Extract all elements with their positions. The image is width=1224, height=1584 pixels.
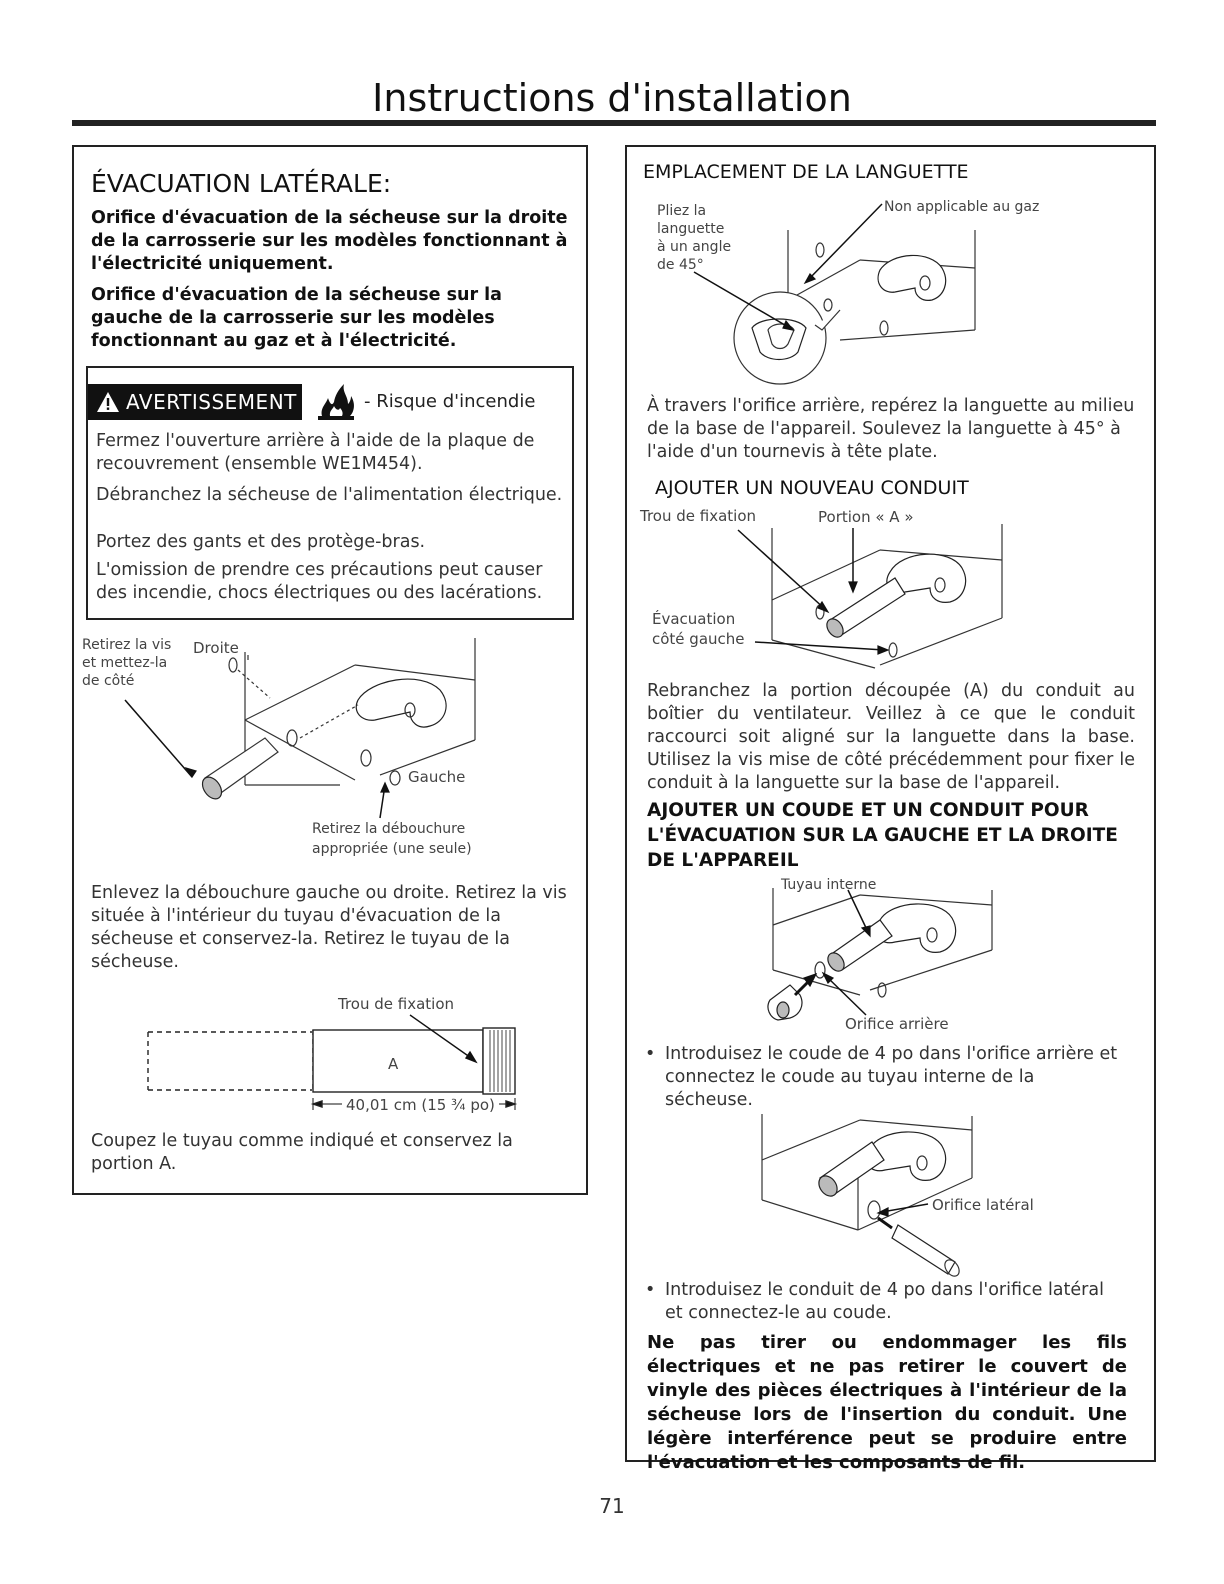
label-left-exhaust-2: côté gauche <box>652 630 745 648</box>
page-number: 71 <box>599 1494 625 1518</box>
wiring-caution-note: Ne pas tirer ou endommager les fils électriques et ne pas retirer le couvert de vinyle des pièces électriques à l'intérieur de la sécheuse lors de l'insertion du conduit. Une légère interférence peut se produire entre l'évacuation et les composants de fil. <box>647 1332 1127 1473</box>
side-exhaust-heading: ÉVACUATION LATÉRALE: <box>91 169 392 198</box>
label-knockout-2: appropriée (une seule) <box>312 841 472 857</box>
label-cut-length: 40,01 cm (15 ¾ po) <box>342 1096 499 1114</box>
bullet-side-duct: • Introduisez le conduit de 4 po dans l'orifice latéral et connectez-le au coude. <box>665 1279 1125 1325</box>
label-left-exhaust-1: Évacuation <box>652 610 736 628</box>
warning-text-unplug: Débranchez la sécheuse de l'alimentation électrique. <box>96 485 563 505</box>
label-side-hole: Orifice latéral <box>932 1196 1034 1214</box>
warning-text-cover: Fermez l'ouverture arrière à l'aide de la plaque de recouvrement (ensemble WE1M454). <box>96 431 535 474</box>
label-knockout-1: Retirez la débouchure <box>312 821 466 837</box>
page-title: Instructions d'installation <box>372 76 852 120</box>
label-bend-3: à un angle <box>657 239 732 255</box>
new-duct-heading: AJOUTER UN NOUVEAU CONDUIT <box>655 477 969 499</box>
cut-pipe-text: Coupez le tuyau comme indiqué et conservez la portion A. <box>91 1131 513 1174</box>
label-bend-1: Pliez la <box>657 203 707 219</box>
label-not-for-gas: Non applicable au gaz <box>884 199 1040 215</box>
tab-location-heading: EMPLACEMENT DE LA LANGUETTE <box>643 161 969 183</box>
label-bend-4: de 45° <box>657 257 704 273</box>
label-inner-pipe: Tuyau interne <box>781 877 877 893</box>
label-bend-2: languette <box>657 221 725 237</box>
right-orifice-note: Orifice d'évacuation de la sécheuse sur la droite de la carrosserie sur les modèles fonctionnant à l'électricité uniquement. <box>91 208 568 274</box>
tab-location-text: À travers l'orifice arrière, repérez la languette au milieu de la base de l'appareil. Soulevez la languette à 45° à l'aide d'un tournevis à tête plate. <box>647 396 1135 462</box>
label-portion-a-ref: Portion « A » <box>818 508 914 526</box>
label-remove-screw-1: Retirez la vis <box>82 637 172 653</box>
label-remove-screw-3: de côté <box>82 673 135 689</box>
label-right-side: Droite <box>193 639 239 657</box>
label-rear-hole: Orifice arrière <box>845 1015 949 1033</box>
bullet-elbow-rear: • Introduisez le coude de 4 po dans l'orifice arrière et connectez le coude au tuyau interne de la sécheuse. <box>665 1043 1125 1112</box>
reconnect-duct-text: Rebranchez la portion découpée (A) du conduit au boîtier du ventilateur. Veillez à ce que le conduit raccourci soit aligné sur la languette dans la base. Utilisez la vis mise de côté précédemment pour fixer le conduit à la languette sur la base de l'appareil. <box>647 681 1135 793</box>
label-portion-a: A <box>388 1055 399 1073</box>
label-new-fixation-hole: Trou de fixation <box>640 507 757 525</box>
remove-knockout-text: Enlevez la débouchure gauche ou droite. Retirez la vis située à l'intérieur du tuyau d'évacuation de la sécheuse et conservez-la. Retirez le tuyau de la sécheuse. <box>91 883 567 972</box>
label-remove-screw-2: et mettez-la <box>82 655 168 671</box>
label-fixation-hole: Trou de fixation <box>338 995 455 1013</box>
left-orifice-note: Orifice d'évacuation de la sécheuse sur la gauche de la carrosserie sur les modèles fonctionnant au gaz et à l'électricité. <box>91 285 502 351</box>
warning-text-gloves: Portez des gants et des protège-bras. <box>96 532 426 552</box>
warning-badge-label: AVERTISSEMENT <box>126 390 297 414</box>
label-left-side: Gauche <box>408 768 466 786</box>
elbow-duct-heading: AJOUTER UN COUDE ET UN CONDUIT POUR L'ÉVACUATION SUR LA GAUCHE ET LA DROITE DE L'APPAREIL <box>647 800 1118 871</box>
fire-risk-label: - Risque d'incendie <box>364 391 536 412</box>
warning-text-consequence: L'omission de prendre ces précautions peut causer des incendie, chocs électriques ou des lacérations. <box>96 560 543 603</box>
